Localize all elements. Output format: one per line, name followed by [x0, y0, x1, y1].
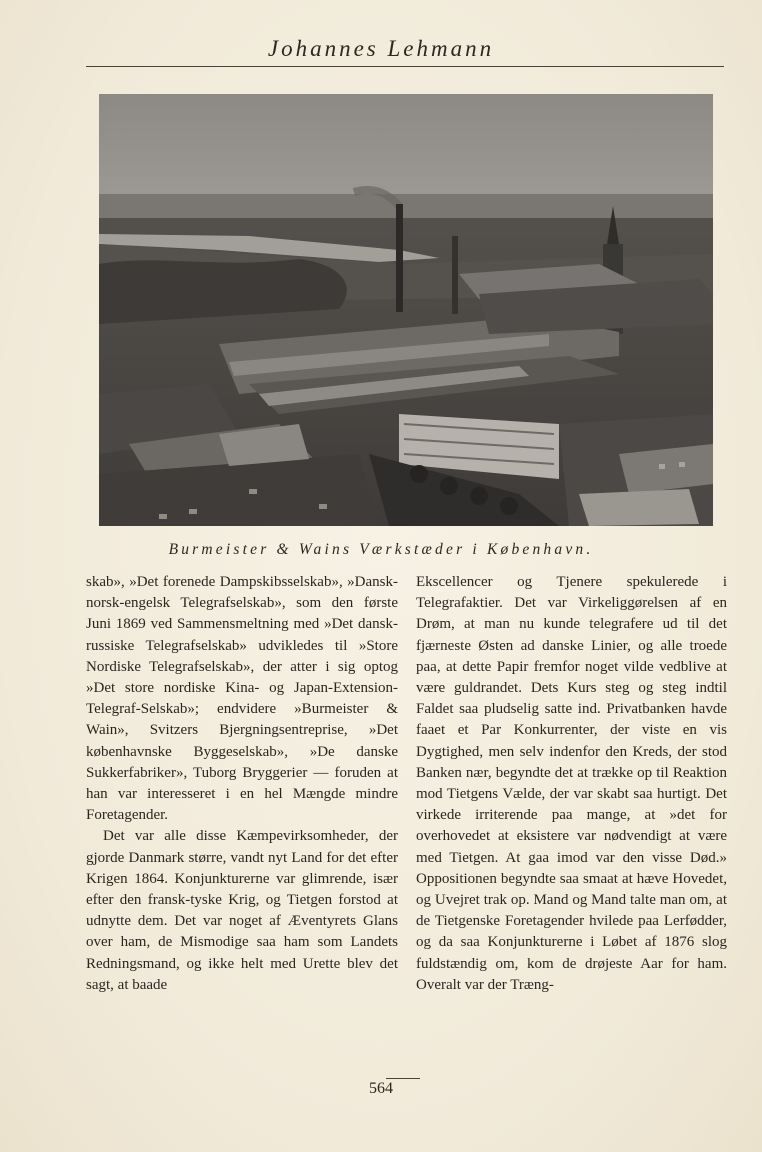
page-number: 564 [369, 1080, 393, 1097]
paragraph: skab», »Det forenede Dampskibsselskab», »Dansk-norsk-engelsk Telegrafselskab», som den første Juni 1869 ved Sammensmeltning med »Det dansk-russiske Telegrafselskab» udvikledes til »Store Nordiske Telegrafselskab», der atter i sig optog »Det store nordiske Kina- og Japan-Extension- Telegraf-Selskab»; endvidere »Burmeister & Wain», Svitzers Bjergningsentreprise, »Det københavnske Byggeselskab», »De danske Sukkerfabriker», Tuborg Bryggerier — foruden at han var interesseret i en hel Mængde mindre Foretagender. [86, 574, 398, 824]
paragraph: Det var alle disse Kæmpevirksomheder, der gjorde Danmark større, vandt nyt Land for det efter Krigen 1864. Konjunkturerne var glimrende, især efter den fransk-tyske Krig, og Tietgen forstod at udnytte dem. Det var noget af Æventyrets Glans over ham, de Mismodige saa ham som Landets Redningsmand, og ikke helt med Urette blev det sagt, at baade [86, 828, 398, 993]
paragraph: Ekscellencer og Tjenere spekulerede i Telegrafaktier. Det var Virkeliggørelsen af en Drøm, at man nu kunde telegrafere ud til det fjærneste Østen ad danske Linier, og alle troede paa, at dette Papir fremfor noget vilde vedblive at være guldrandet. Dets Kurs steg og steg indtil Faldet saa pludselig satte ind. Privatbanken havde faaet et Par Konkurrenter, der viste en vis Dygtighed, men selv indenfor den Kreds, der stod Banken nær, begyndte det at trække op til Reaktion mod Tietgens Vælde, der var skabt saa hurtigt. Det virkede irriterende paa mange, at »det for overhovedet at eksistere var nødvendigt at være med Tietgen. At gaa imod var den visse Død.» Oppositionen begyndte saa smaat at hæve Hovedet, og Uvejret trak op. Mand og Mand talte man om, at de Tietgenske Foretagender hvilede paa Lerfødder, og da saa Konjunkturerne i Løbet af 1876 slog fuldstændig om, kom de drøjeste Aar for ham. Overalt var der Træng- [416, 574, 727, 993]
text-column-left [86, 572, 398, 996]
header-rule [86, 66, 724, 67]
running-head: Johannes Lehmann [267, 36, 495, 61]
figure-caption: Burmeister & Wains Værkstæder i København. [168, 541, 594, 558]
shipyard-photograph [99, 94, 713, 526]
text-column-right [416, 572, 727, 996]
folio-rule [386, 1078, 420, 1079]
